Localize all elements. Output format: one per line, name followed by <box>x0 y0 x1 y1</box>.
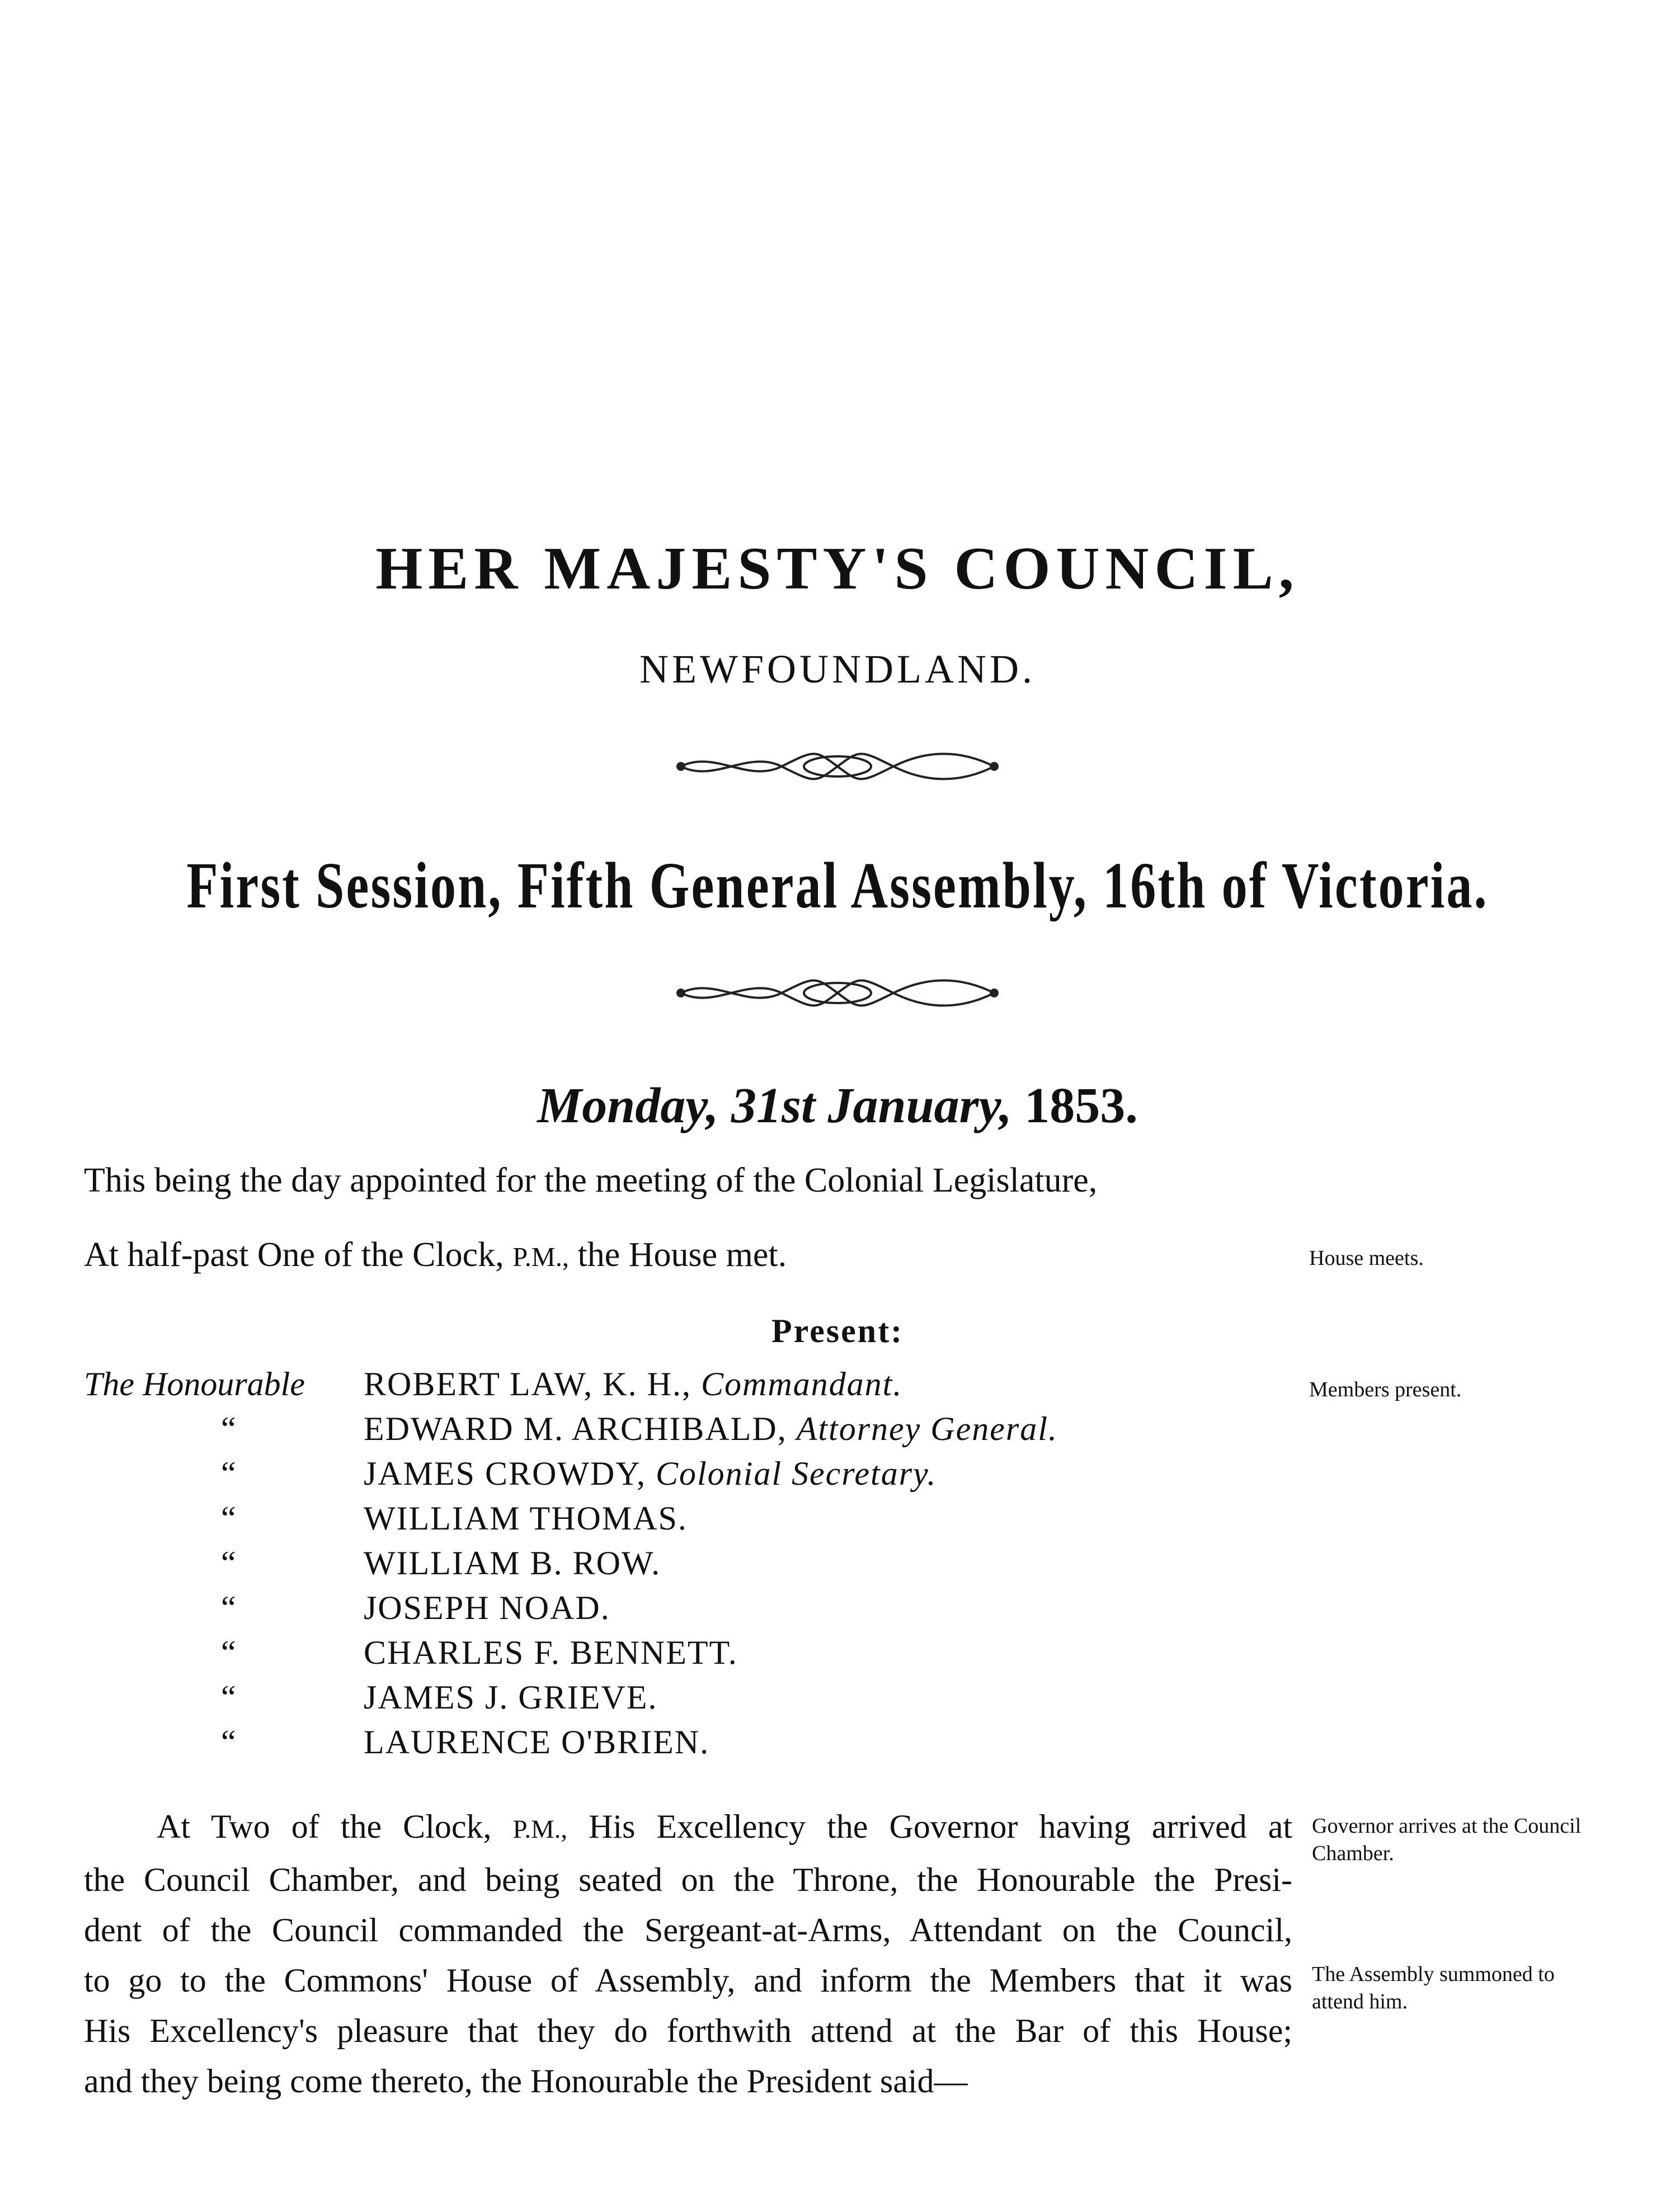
margin-note-governor-arrives: Governor arrives at the Council Chamber. <box>1312 1814 1582 1866</box>
date-year: 1853. <box>1024 1078 1138 1133</box>
intro-line-1: This being the day appointed for the meeting of the Colonial Legislature, <box>84 1161 1098 1199</box>
council-title: HER MAJESTY'S COUNCIL, <box>375 535 1300 602</box>
ditto-mark: “ <box>221 1545 236 1582</box>
ornament-divider-bottom <box>670 971 1005 1015</box>
ditto-mark: “ <box>221 1500 236 1537</box>
paragraph-line-6: and they being come thereto, the Honourable the President said— <box>84 2063 968 2100</box>
margin-note-house-meets: House meets. <box>1309 1246 1424 1270</box>
paragraph-line-2: the Council Chamber, and being seated on the Throne, the Honourable the Presi- <box>84 1861 1292 1898</box>
present-heading: Present: <box>771 1312 904 1349</box>
paragraph-line-4: to go to the Commons' House of Assembly, and inform the Members that it was <box>84 1962 1292 1999</box>
intro-line-2: At half-past One of the Clock, P.M., the House met. <box>84 1236 787 1274</box>
margin-note-assembly-summoned: The Assembly summoned to attend him. <box>1312 1962 1555 2014</box>
ditto-mark: “ <box>221 1410 236 1447</box>
ditto-mark: “ <box>221 1634 236 1671</box>
paragraph-line-3: dent of the Council commanded the Sergeant-at-Arms, Attendant on the Council, <box>84 1912 1292 1949</box>
ditto-mark: “ <box>221 1679 236 1716</box>
margin-note-members-present: Members present. <box>1309 1378 1462 1401</box>
ditto-mark: “ <box>221 1724 236 1761</box>
proceedings-paragraph <box>84 1801 1292 2106</box>
session-heading: First Session, Fifth General Assembly, 16th of Victoria. <box>186 849 1489 922</box>
ditto-mark: “ <box>221 1455 236 1492</box>
paragraph-line-5: His Excellency's pleasure that they do forthwith attend at the Bar of this House; <box>84 2012 1292 2049</box>
ditto-mark: “ <box>221 1589 236 1626</box>
date-day-month: 31st January, <box>731 1078 1012 1133</box>
date-day: Monday, <box>537 1078 719 1133</box>
paragraph-line-1: At Two of the Clock, P.M., His Excellency the Governor having arrived at <box>157 1808 1292 1845</box>
document-page: HER MAJESTY'S COUNCIL, NEWFOUNDLAND. First Session, Fifth General Assembly, 16th of Victoria. Monday, 31st January, 1853. This being the day appointed for the meeting of the Colonial Legislature, At half-past One of the Clock, P.M., the House met. House meets. Present: Members present. The Honourable ROBERT LAW, K. H., Commandant. “ EDWARD M. ARCHIBALD, Attorney General. “ JAMES CROWDY, Colonial Secretary. “ WILLIAM THOMAS. “ WILLIAM B. ROW. “ JOSEPH NOAD. “ CHARLES F. BENNETT. “ JAMES J. GRIEVE. “ LAURENCE O'BRIEN. At Two of the Clock, P.M., His Excellency the Governor having arrived at the Council Chamber, and being seated on the Throne, the Honourable the Presi- dent of the Council commanded the Sergeant-at-Arms, Attendant on the Council, to go to the Commons' House of Assembly, and inform the Members that it was His Excellency's pleasure that they do forthwith attend at the Bar of this House; and they being come thereto, the Honourable the President said— Governor arrives at the Council Chamber. The Assembly summoned to attend him. <box>0 0 1675 2212</box>
colony-subtitle: NEWFOUNDLAND. <box>639 647 1036 691</box>
honorific: The Honourable <box>84 1366 305 1402</box>
ornament-divider-top <box>670 744 1005 789</box>
meeting-date <box>0 1077 1675 1135</box>
